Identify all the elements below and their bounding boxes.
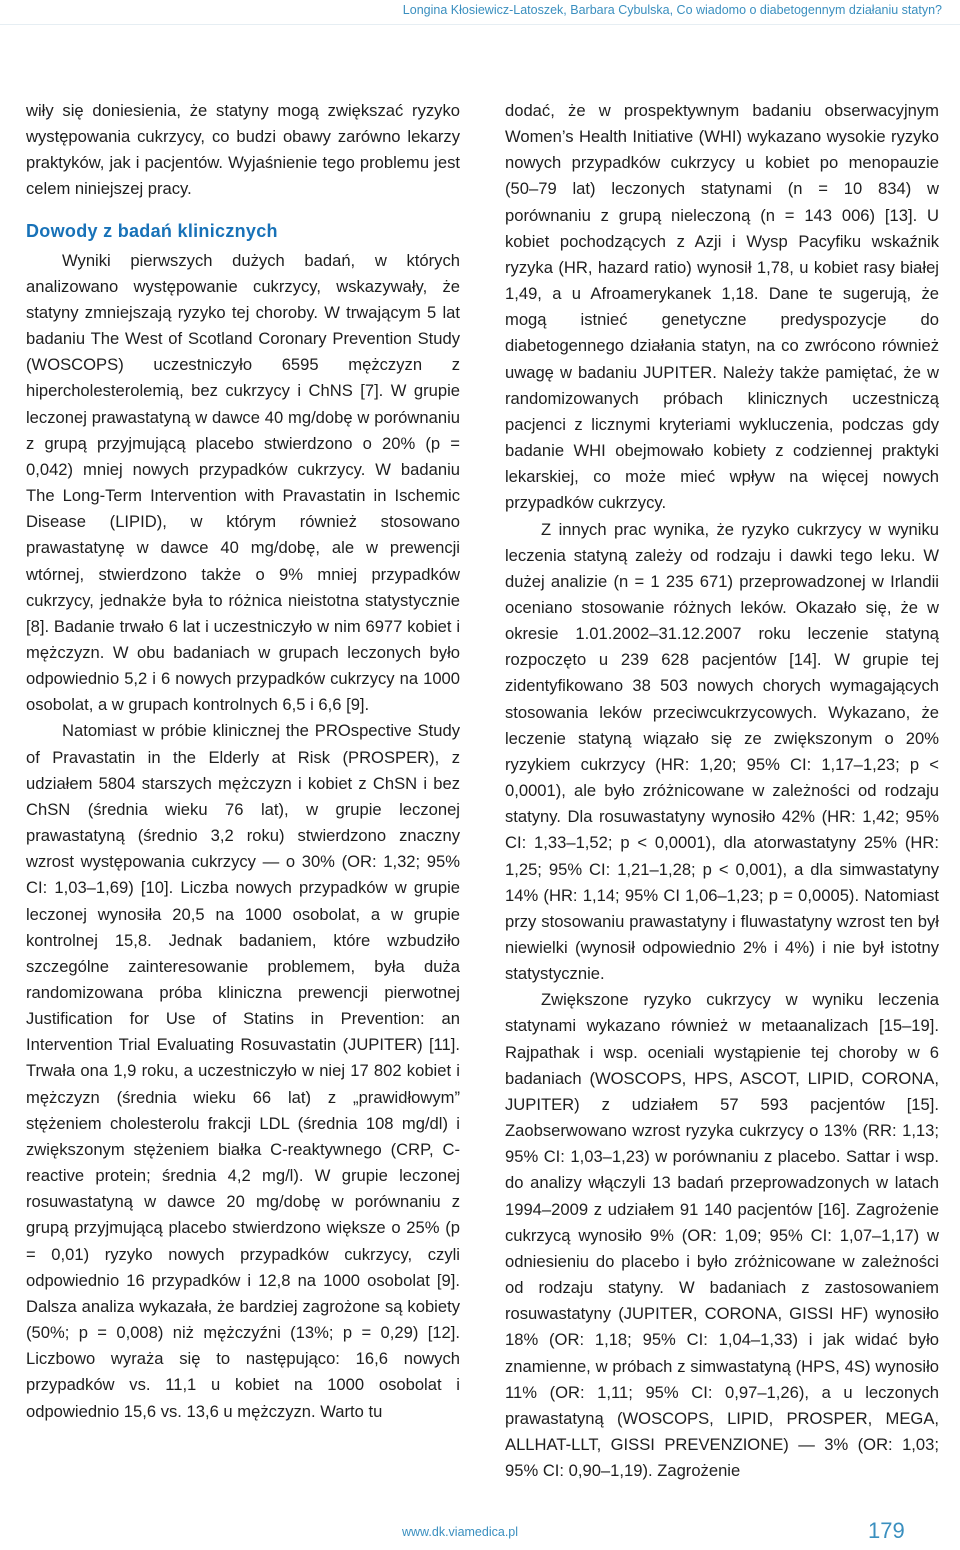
section-heading: Dowody z badań klinicznych — [26, 220, 278, 241]
paragraph: Natomiast w próbie klinicznej the PROspective Study of Pravastatin in the Elderly at Risk (PROSPER), z udziałem 5804 starszych mężczyzn i kobiet z ChSN i bez ChSN (średnia wieku 76 lat), w grupie leczonej prawastatyną (średnio 3,2 roku) stwierdzono znaczny wzrost występowania cukrzycy — o 30% (OR: 1,32; 95% CI: 1,03–1,69) [10]. Liczba nowych przypadków w grupie leczonej wynosiła 20,5 na 1000 osobolat, a w grupie kontrolnej 15,8. Jednak badaniem, które wzbudziło szczególne zainteresowanie problemem, była duża randomizowana próba kliniczna prewencji pierwotnej Justification for Use of Statins in Prevention: an Intervention Trial Evaluating Rosuvastatin (JUPITER) [11]. Trwała ona 1,9 roku, a uczestniczyło w niej 17 802 kobiet i mężczyzn (średnia wieku 66 lat) z „prawidłowym” stężeniem cholesterolu frakcji LDL (średnia 108 mg/dl) i zwiększonym stężeniem białka C-reaktywnego (CRP, C-reactive protein; średnia 4,2 mg/l). W grupie leczonej rosuwastatyną w dawce 20 mg/dobę w porównaniu z grupą przyjmującą placebo stwierdzono większe o 25% (p = 0,01) ryzyko nowych przypadków cukrzycy, czyli odpowiednio 16 przypadków i 12,8 na 1000 osobolat [9]. Dalsza analiza wykazała, że bardziej zagrożone są kobiety (50%; p = 0,008) niż mężczyźni (13%; p = 0,29) [12]. Liczbowo wyraża się to następująco: 16,6 nowych przypadków vs. 11,1 u kobiet na 1000 osobolat i odpowiednio 15,6 vs. 13,6 u mężczyzn. Warto tu — [26, 721, 460, 1421]
paragraph: Z innych prac wynika, że ryzyko cukrzycy w wyniku leczenia statyną zależy od rodzaju i dawki tego leku. W dużej analizie (n = 1 235 671) przeprowadzonej w Irlandii oceniano stosowanie różnych leków. Okazało się, że w okresie 1.01.2002–31.12.2007 roku leczenie statyną rozpoczęto u 239 628 pacjentów [14]. W grupie tej zidentyfikowano 38 503 nowych chorych wymagających stosowania leków przeciwcukrzycowych. Wykazano, że leczenie statyną wiązało się ze zwiększonym o 20% ryzykiem cukrzycy (HR: 1,20; 95% CI: 1,17–1,23; p < 0,0001), ale było zróżnicowane w zależności od rodzaju statyny. Dla rosuwastatyny wynosiło 42% (HR: 1,42; 95% CI: 1,33–1,52; p < 0,0001), dla atorwastatyny 25% (HR: 1,25; 95% CI: 1,21–1,28; p < 0,001), a dla simwastatyny 14% (HR: 1,14; 95% CI 1,06–1,23; p = 0,0005). Natomiast przy stosowaniu prawastatyny i fluwastatyny wzrost ten był niewielki (wynosił odpowiednio 2% i 4%) i nie był istotny statystycznie. — [505, 519, 939, 984]
left-column — [26, 98, 460, 1425]
paragraph: dodać, że w prospektywnym badaniu obserwacyjnym Women’s Health Initiative (WHI) wykazano wysokie ryzyko nowych przypadków cukrzycy u kobiet po menopauzie (50–79 lat) leczonych statynami (n = 10 834) w porównaniu z grupą nieleczoną (n = 143 006) [13]. U kobiet pochodzących z Azji i Wysp Pacyfiku wskaźnik ryzyka (HR, hazard ratio) wynosił 1,78, u kobiet rasy białej 1,49, a u Afroamerykanek 1,18. Dane te sugerują, że mogą istnieć genetyczne predyspozycje do diabetogennego działania statyn, na co zwrócono również uwagę w badaniu JUPITER. Należy także pamiętać, że w randomizowanych próbach klinicznych uczestniczą pacjenci z licznymi kryteriami wykluczenia, podczas gdy badanie WHI obejmowało kobiety z codziennej praktyki lekarskiej, co może mieć wpływ na więcej nowych przypadków cukrzycy. — [505, 101, 939, 513]
right-column — [505, 98, 939, 1484]
running-head: Longina Kłosiewicz-Latoszek, Barbara Cybulska, Co wiadomo o diabetogennym działaniu statyn? — [402, 3, 942, 17]
paragraph: wiły się doniesienia, że statyny mogą zwiększać ryzyko występowania cukrzycy, co budzi obawy zarówno lekarzy praktyków, jak i pacjentów. Wyjaśnienie tego problemu jest celem niniejszej pracy. — [26, 101, 460, 199]
paragraph: Wyniki pierwszych dużych badań, w których analizowano występowanie cukrzycy, wskazywały, że statyny zmniejszają ryzyko tej choroby. W trwającym 5 lat badaniu The West of Scotland Coronary Prevention Study (WOSCOPS) uczestniczyło 6595 mężczyzn z hipercholesterolemią, bez cukrzycy i ChNS [7]. W grupie leczonej prawastatyną w dawce 40 mg/dobę w porównaniu z grupą przyjmującą placebo stwierdzono o 20% (p = 0,042) mniej nowych przypadków cukrzycy. W badaniu The Long-Term Intervention with Pravastatin in Ischemic Disease (LIPID), w którym również stosowano prawastatynę w dawce 40 mg/dobę, ale w prewencji wtórnej, stwierdzono także o 9% mniej przypadków cukrzycy, jednakże była to różnica nieistotna statystycznie [8]. Badanie trwało 6 lat i uczestniczyło w nim 6977 kobiet i mężczyzn. W obu badaniach w grupach leczonych było odpowiednio 5,2 i 6 nowych przypadków cukrzycy na 1000 osobolat, a w grupach kontrolnych 6,5 i 6,6 [9]. — [26, 250, 460, 715]
journal-url-link[interactable]: www.dk.viamedica.pl — [402, 1525, 519, 1539]
paragraph: Zwiększone ryzyko cukrzycy w wyniku leczenia statynami wykazano również w metaanalizach [15–19]. Rajpathak i wsp. oceniali wystąpienie tej choroby w 6 badaniach (WOSCOPS, HPS, ASCOT, LIPID, CORONA, JUPITER) z udziałem 57 593 pacjentów [15]. Zaobserwowano wzrost ryzyka cukrzycy o 13% (RR: 1,13; 95% CI: 1,03–1,23) w porównaniu z placebo. Sattar i wsp. do analizy włączyli 13 badań przeprowadzonych w latach 1994–2009 z udziałem 91 140 pacjentów [16]. Zagrożenie cukrzycą wynosiło 9% (OR: 1,09; 95% CI: 1,07–1,17) w odniesieniu do placebo i było zróżnicowane w zależności od rodzaju statyny. W badaniach z zastosowaniem rosuwastatyny (JUPITER, CORONA, GISSI HF) wynosiło 18% (OR: 1,18; 95% CI: 1,04–1,33) i jak widać było znamienne, w próbach z simwastatyną (HPS, 4S) wynosiło 11% (OR: 1,11; 95% CI: 0,97–1,26), a u leczonych prawastatyną (WOSCOPS, LIPID, PROSPER, MEGA, ALLHAT-LLT, GISSI PREVENZIONE) — 3% (OR: 1,03; 95% CI: 0,90–1,19). Zagrożenie — [505, 990, 939, 1481]
header-divider — [0, 24, 960, 25]
page-number: 179 — [868, 1518, 905, 1543]
